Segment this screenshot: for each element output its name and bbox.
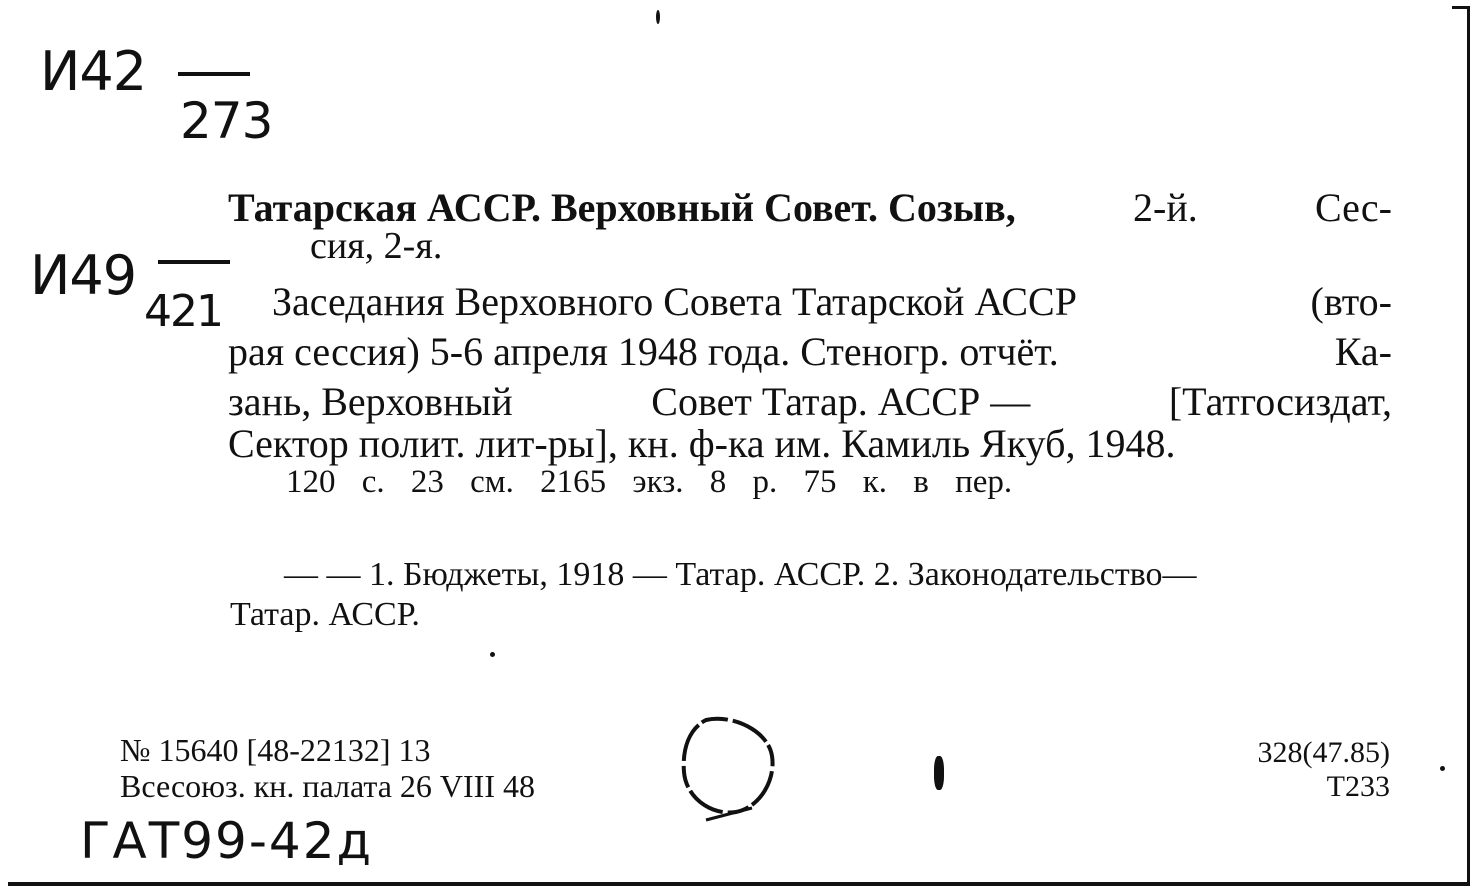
handwritten-top-fraction-line (178, 72, 250, 76)
entry-title-part: Заседания Верховного Совета Татарской АССР (272, 279, 1077, 324)
ink-mark (934, 756, 944, 790)
footer-registration (120, 732, 535, 804)
entry-title-part: рая сессия) 5-6 апреля 1948 года. Стеногр. отчёт. (228, 329, 1059, 374)
subject-line: Татар. АССР. (230, 596, 420, 633)
handwritten-mid-code: И49 (30, 244, 137, 307)
entry-imprint-part: зань, Верховный (228, 379, 513, 424)
entry-title-line (228, 330, 1392, 374)
ink-speck (656, 10, 660, 24)
entry-imprint-part: Совет Татар. АССР — (651, 379, 1031, 424)
card-border-right (1467, 6, 1470, 882)
entry-heading-continuation: сия, 2-я. (310, 225, 443, 267)
registration-chamber: Всесоюз. кн. палата 26 VIII 48 (120, 768, 535, 804)
card-border-bottom (8, 882, 1470, 886)
registration-number: № 15640 [48-22132] 13 (120, 732, 431, 768)
classification-codes (1220, 736, 1390, 804)
hole-punch-outline (676, 712, 786, 830)
entry-title-part: (вто- (1310, 279, 1392, 324)
entry-imprint-part: Сектор полит. лит-ры], кн. ф-ка им. Камиль Якуб, 1948. (228, 421, 1176, 466)
subject-line: — — 1. Бюджеты, 1918 — Татар. АССР. 2. Законодательство— (284, 556, 1197, 593)
card-border-corner (1452, 6, 1470, 9)
classification-number: 328(47.85) (1257, 736, 1390, 769)
handwritten-mid-number: 421 (144, 286, 222, 337)
ink-speck (1440, 766, 1445, 771)
handwritten-mid-fraction-line (158, 260, 230, 264)
handwritten-top-code: И42 (40, 40, 147, 103)
entry-title-line (272, 280, 1392, 324)
entry-heading-part: Татарская АССР. Верховный Совет. Созыв, (228, 185, 1016, 230)
ink-speck (490, 652, 495, 657)
handwritten-top-number: 273 (180, 92, 273, 150)
author-mark: Т233 (1326, 770, 1390, 803)
entry-heading-part: Сес- (1315, 185, 1392, 230)
handwritten-bottom-code: ГАТ99-42д (80, 812, 374, 870)
entry-imprint-part: [Татгосиздат, (1168, 379, 1392, 424)
entry-collation: 120 с. 23 см. 2165 экз. 8 р. 75 к. в пер. (286, 464, 1013, 500)
entry-imprint-line (228, 380, 1392, 424)
entry-title-part: Ка- (1334, 329, 1392, 374)
entry-heading-part: 2-й. (1133, 185, 1198, 230)
